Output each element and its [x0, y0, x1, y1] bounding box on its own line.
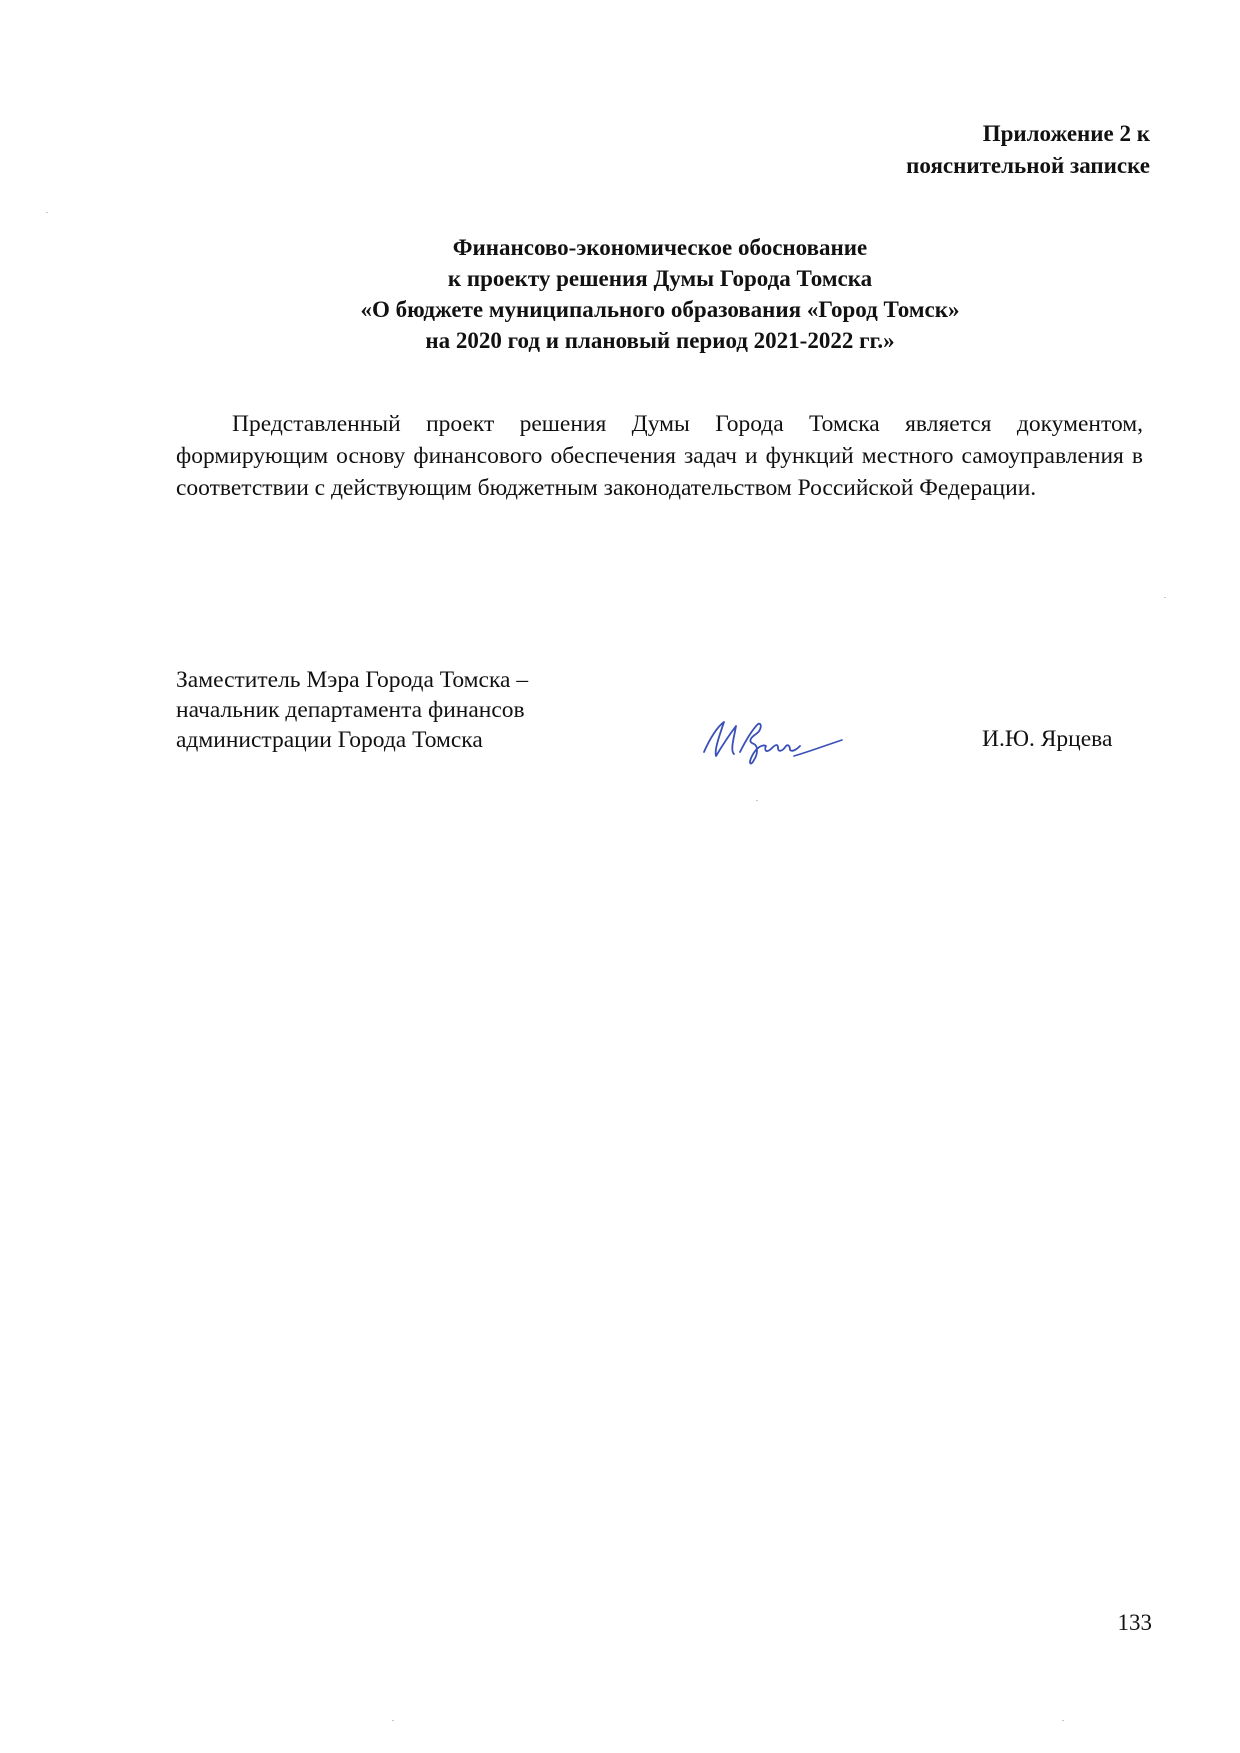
- position-line-2: начальник департамента финансов: [176, 697, 525, 723]
- appendix-line-2: пояснительной записке: [906, 153, 1150, 178]
- appendix-header: [750, 118, 1150, 182]
- signatory-name: И.Ю. Ярцева: [982, 726, 1113, 752]
- handwritten-signature: [696, 700, 866, 780]
- title-line-2: к проекту решения Думы Города Томска: [447, 266, 873, 291]
- title-line-3: «О бюджете муниципального образования «Город Томск»: [360, 297, 960, 322]
- document-title: [175, 232, 1145, 356]
- scan-speck: [1062, 1720, 1064, 1721]
- scan-speck: [46, 212, 48, 213]
- body-paragraph: Представленный проект решения Думы Города Томска является документом, формирующим основу финансового обеспечения задач и функций местного самоуправления в соответствии с действующим бюджетным законодательством Российской Федерации.: [176, 411, 1143, 501]
- scan-speck: [392, 1720, 394, 1721]
- page-number: 133: [1117, 1610, 1152, 1635]
- title-line-4: на 2020 год и плановый период 2021-2022 гг.»: [425, 328, 895, 353]
- appendix-line-1: Приложение 2 к: [982, 121, 1150, 146]
- scan-speck: [1164, 597, 1166, 598]
- scan-speck: [756, 800, 758, 801]
- position-line-3: администрации Города Томска: [176, 727, 483, 753]
- signatory-position: [176, 665, 528, 755]
- title-line-1: Финансово-экономическое обоснование: [452, 235, 868, 260]
- position-line-1: Заместитель Мэра Города Томска –: [176, 667, 529, 693]
